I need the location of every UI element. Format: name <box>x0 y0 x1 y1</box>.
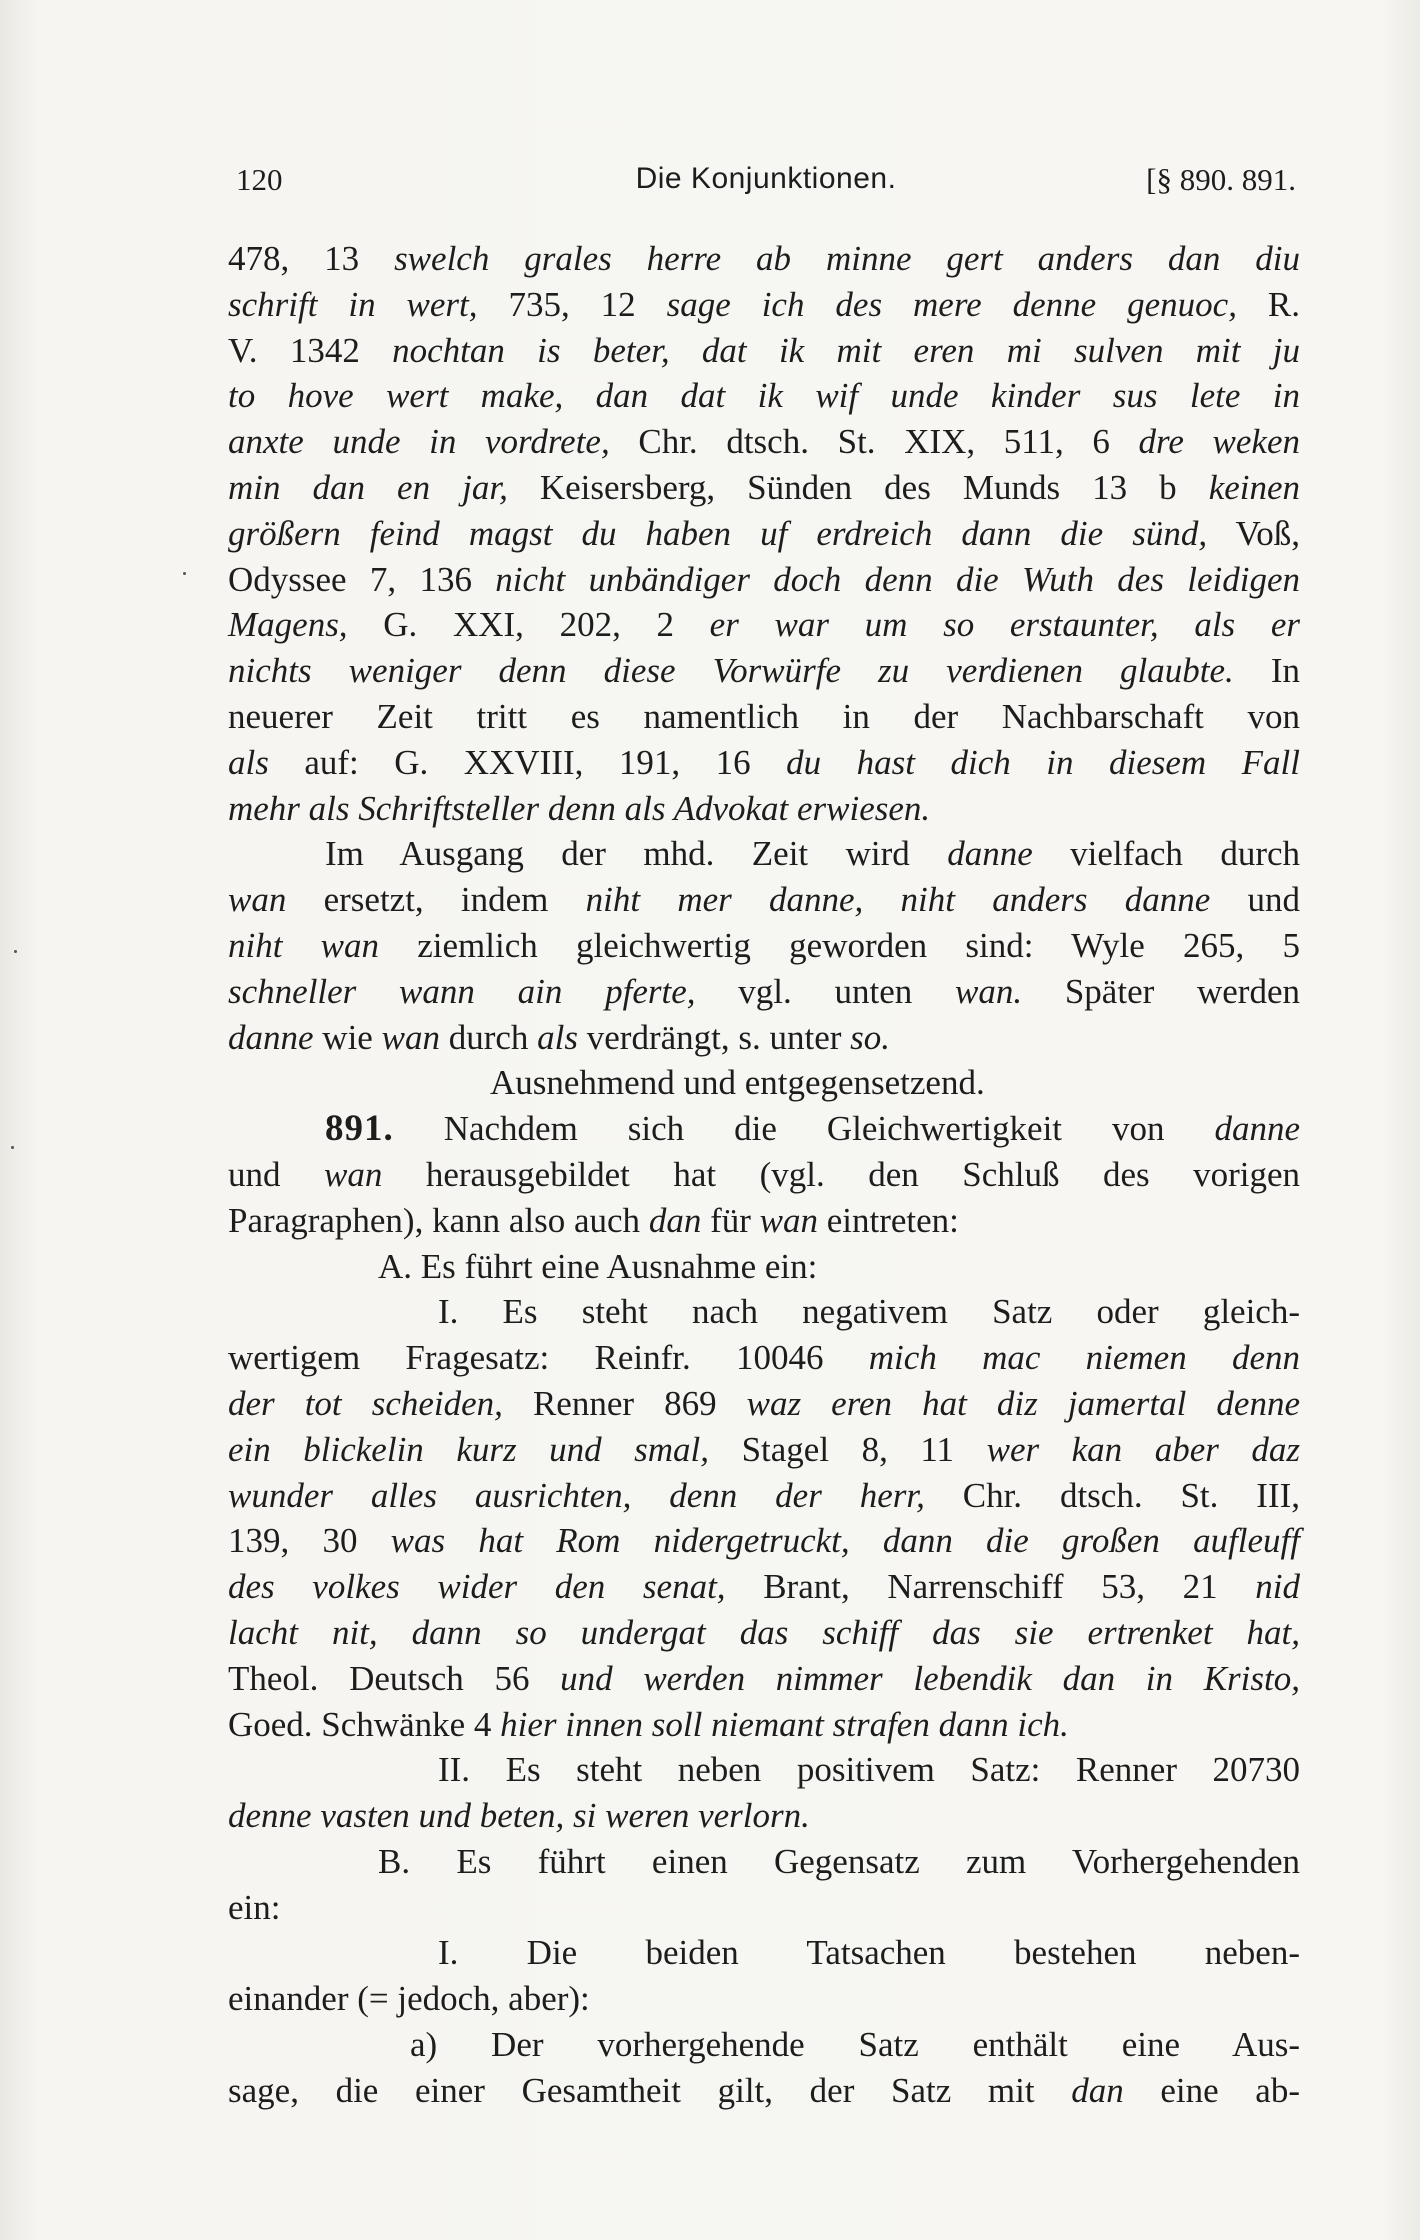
running-title: Die Konjunktionen. <box>635 162 897 195</box>
italic-citation: dre weken <box>1138 422 1300 462</box>
text-segment: und <box>1210 880 1301 920</box>
text-segment: sage, die einer Gesamtheit gilt, der Satz mit <box>228 2070 1072 2110</box>
text-line <box>228 1015 1300 1061</box>
text-segment: II. Es steht neben positivem Satz: Renner 20730 <box>438 1750 1300 1790</box>
text-line <box>228 373 1300 419</box>
text-line <box>228 1930 1300 1976</box>
text-segment: A. Es führt eine Ausnahme ein: <box>378 1246 818 1286</box>
italic-citation: nichts weniger denn diese Vorwürfe zu verdienen glaubte. <box>228 651 1234 691</box>
text-segment: Später werden <box>1022 971 1301 1011</box>
section-reference: [§ 890. 891. <box>1146 162 1296 197</box>
text-line <box>228 1289 1300 1335</box>
text-segment: herausgebildet hat (vgl. den Schluß des vorigen <box>382 1154 1300 1194</box>
italic-citation: wer kan aber daz <box>986 1429 1300 1469</box>
text-line <box>228 557 1300 603</box>
text-segment: und <box>228 1154 324 1194</box>
italic-citation: wan <box>759 1200 818 1240</box>
text-segment: für <box>701 1200 760 1240</box>
text-line <box>228 1427 1300 1473</box>
text-line <box>228 923 1300 969</box>
italic-citation: swelch grales herre ab minne gert anders dan diu <box>394 239 1300 278</box>
italic-citation: so. <box>850 1017 891 1057</box>
body-text <box>228 236 1300 2114</box>
text-line <box>228 831 1300 877</box>
text-segment: ziemlich gleichwertig geworden sind: Wyle 265, 5 <box>379 925 1300 965</box>
text-segment: neuerer Zeit tritt es namentlich in der Nachbarschaft von <box>228 696 1300 736</box>
text-line <box>228 648 1300 694</box>
text-segment: Nachdem sich die Gleichwertigkeit von <box>393 1109 1215 1149</box>
text-segment: Renner 869 <box>502 1383 747 1423</box>
text-segment: Voß, <box>1207 513 1300 553</box>
text-segment: I. Die beiden Tatsachen bestehen neben- <box>438 1933 1300 1973</box>
text-segment: Theol. Deutsch 56 <box>228 1658 561 1698</box>
italic-citation: wan <box>228 880 287 920</box>
text-segment: einander (= jedoch, aber): <box>228 1979 590 2019</box>
italic-citation: und werden nimmer lebendik dan in Kristo, <box>560 1658 1300 1698</box>
text-segment: R. <box>1236 284 1300 324</box>
text-line <box>228 1656 1300 1702</box>
italic-citation: wan <box>381 1017 440 1057</box>
text-line <box>228 1152 1300 1198</box>
text-segment: Goed. Schwänke 4 <box>228 1704 501 1744</box>
text-line <box>228 1106 1300 1152</box>
text-line <box>228 465 1300 511</box>
text-segment: wie <box>313 1017 382 1057</box>
text-segment: V. 1342 <box>228 330 393 370</box>
text-line <box>228 282 1300 328</box>
text-line <box>228 1518 1300 1564</box>
text-segment: a) Der vorhergehende Satz enthält eine Aus- <box>410 2025 1300 2065</box>
text-segment: vgl. unten <box>695 971 955 1011</box>
italic-citation: danne <box>947 834 1033 874</box>
italic-citation: als <box>228 742 269 782</box>
text-line <box>228 1610 1300 1656</box>
text-line <box>228 1793 1300 1839</box>
italic-citation: keinen <box>1208 467 1301 507</box>
italic-citation: waz eren hat diz jamertal denne <box>746 1383 1300 1423</box>
italic-citation: der tot scheiden, <box>228 1383 503 1423</box>
text-line <box>228 1839 1300 1885</box>
italic-citation: mich mac niemen denn <box>868 1338 1301 1378</box>
text-line <box>228 2068 1300 2114</box>
text-segment: verdrängt, s. unter <box>578 1017 851 1057</box>
text-segment: durch <box>439 1017 538 1057</box>
text-line <box>228 1473 1300 1519</box>
text-segment: eintreten: <box>817 1200 959 1240</box>
italic-citation: sage ich des mere denne genuoc, <box>666 284 1237 324</box>
italic-citation: mehr als Schriftsteller denn als Advokat erwiesen. <box>228 788 931 828</box>
italic-citation: nicht unbändiger doch denn die Wuth des leidigen <box>495 559 1300 599</box>
text-line <box>228 1335 1300 1381</box>
text-segment: G. XXI, 202, 2 <box>347 605 710 645</box>
italic-citation: wan. <box>954 971 1023 1011</box>
italic-citation: danne <box>1214 1109 1300 1149</box>
text-segment: Brant, Narrenschiff 53, 21 <box>725 1567 1256 1607</box>
italic-citation: nid <box>1255 1567 1300 1607</box>
text-line <box>228 1747 1300 1793</box>
text-line <box>228 877 1300 923</box>
section-number: 891. <box>325 1108 394 1150</box>
italic-citation: niht wan <box>228 925 380 965</box>
text-segment: 139, 30 <box>228 1521 391 1561</box>
text-line <box>228 236 1300 282</box>
text-line <box>228 1381 1300 1427</box>
text-line <box>228 1564 1300 1610</box>
text-line <box>228 1976 1300 2022</box>
text-segment: auf: G. XXVIII, 191, 16 <box>268 742 787 782</box>
text-segment: Ausnehmend und entgegensetzend. <box>490 1063 985 1103</box>
text-segment: Keisersberg, Sünden des Munds 13 b <box>507 467 1209 507</box>
italic-citation: min dan en jar, <box>228 467 508 507</box>
italic-citation: er war um so erstaunter, als er <box>709 605 1300 645</box>
italic-citation: du hast dich in diesem Fall <box>786 742 1300 782</box>
text-line <box>228 1702 1300 1748</box>
text-line <box>228 419 1300 465</box>
text-line <box>228 511 1300 557</box>
text-segment: Paragraphen), kann also auch <box>228 1200 649 1240</box>
italic-citation: lacht nit, dann so undergat das schiff das sie ertrenket hat, <box>228 1612 1300 1652</box>
text-segment: 478, 13 <box>228 239 395 278</box>
text-line <box>228 694 1300 740</box>
text-segment: 735, 12 <box>477 284 667 324</box>
italic-citation: wan <box>323 1154 383 1194</box>
italic-citation: to hove wert make, dan dat ik wif unde kinder sus lete in <box>228 376 1300 416</box>
italic-citation: des volkes wider den senat, <box>228 1567 726 1607</box>
text-segment: Chr. dtsch. St. XIX, 511, 6 <box>609 422 1139 462</box>
text-line <box>228 1244 1300 1290</box>
italic-citation: hier innen soll niemant strafen dann ich. <box>500 1704 1069 1744</box>
text-segment: Im Ausgang der mhd. Zeit wird <box>325 834 948 874</box>
text-line <box>228 786 1300 832</box>
italic-citation: danne <box>228 1017 314 1057</box>
text-segment: wertigem Fragesatz: Reinfr. 10046 <box>228 1338 869 1378</box>
text-line <box>228 328 1300 374</box>
text-segment: Chr. dtsch. St. III, <box>924 1475 1300 1515</box>
text-line <box>228 740 1300 786</box>
italic-citation: schrift in wert, <box>228 284 478 324</box>
italic-citation: niht mer danne, niht anders danne <box>585 880 1211 920</box>
italic-citation: ein blickelin kurz und smal, <box>228 1429 710 1469</box>
italic-citation: anxte unde in vordrete, <box>228 422 610 462</box>
italic-citation: Magens, <box>228 605 348 645</box>
italic-citation: wunder alles ausrichten, denn der herr, <box>228 1475 925 1515</box>
text-segment: I. Es steht nach negativem Satz oder gleich- <box>438 1292 1300 1332</box>
italic-citation: nochtan is beter, dat ik mit eren mi sulven mit ju <box>392 330 1300 370</box>
paper-speck <box>11 1146 14 1149</box>
italic-citation: was hat Rom nidergetruckt, dann die großen aufleuff <box>390 1521 1301 1561</box>
italic-citation: denne vasten und beten, si weren verlorn. <box>228 1796 810 1836</box>
text-segment: Odyssee 7, 136 <box>228 559 496 599</box>
text-segment: ein: <box>228 1887 281 1927</box>
italic-citation: dan <box>1071 2070 1124 2110</box>
italic-citation: dan <box>648 1200 702 1240</box>
page-header <box>236 162 1296 202</box>
text-line <box>228 1198 1300 1244</box>
text-segment: vielfach durch <box>1032 834 1301 874</box>
paper-speck <box>14 950 17 953</box>
text-line <box>228 602 1300 648</box>
text-line <box>228 1060 1300 1106</box>
text-line <box>228 969 1300 1015</box>
italic-citation: schneller wann ain pferte, <box>228 971 696 1011</box>
text-segment: eine ab- <box>1123 2070 1301 2110</box>
text-segment: Stagel 8, 11 <box>709 1429 987 1469</box>
italic-citation: größern feind magst du haben uf erdreich dann die sünd, <box>228 513 1208 553</box>
text-segment: ersetzt, indem <box>286 880 586 920</box>
page-number: 120 <box>236 162 283 197</box>
paper-speck <box>183 572 186 575</box>
text-line <box>228 2022 1300 2068</box>
text-segment: In <box>1233 651 1301 691</box>
italic-citation: als <box>537 1017 579 1057</box>
text-segment: B. Es führt einen Gegensatz zum Vorhergehenden <box>378 1841 1300 1881</box>
text-line <box>228 1885 1300 1931</box>
